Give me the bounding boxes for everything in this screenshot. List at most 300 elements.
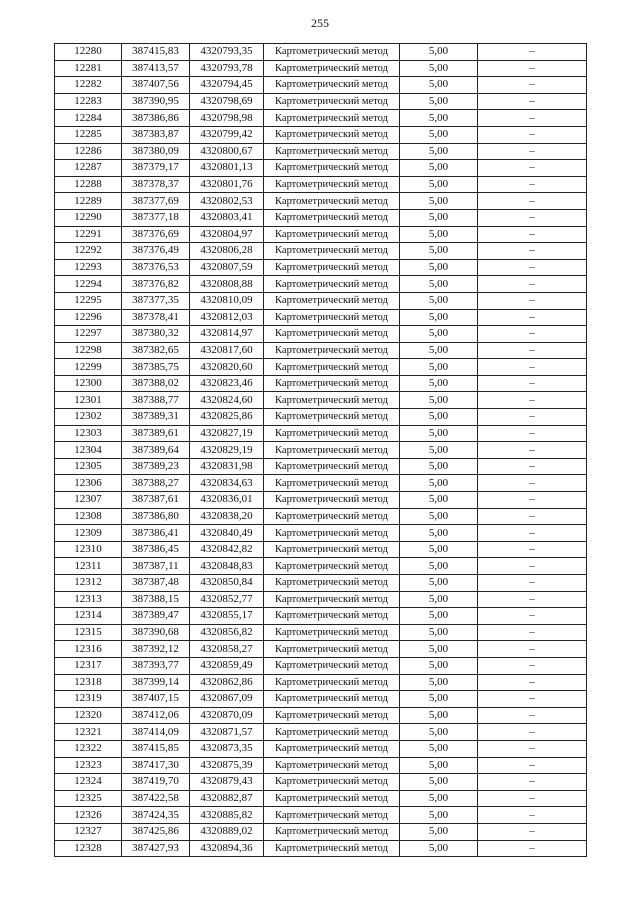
x-coordinate-cell: 387386,45 xyxy=(122,541,190,558)
description-cell: – xyxy=(478,707,587,724)
accuracy-cell: 5,00 xyxy=(400,657,478,674)
y-coordinate-cell: 4320885,82 xyxy=(190,807,264,824)
table-row xyxy=(55,807,587,824)
x-coordinate-cell: 387425,86 xyxy=(122,823,190,840)
point-number-cell: 12316 xyxy=(55,641,122,658)
description-cell: – xyxy=(478,226,587,243)
description-cell: – xyxy=(478,790,587,807)
description-cell: – xyxy=(478,624,587,641)
description-cell: – xyxy=(478,93,587,110)
table-row xyxy=(55,541,587,558)
accuracy-cell: 5,00 xyxy=(400,110,478,127)
accuracy-cell: 5,00 xyxy=(400,508,478,525)
x-coordinate-cell: 387388,77 xyxy=(122,392,190,409)
y-coordinate-cell: 4320834,63 xyxy=(190,475,264,492)
method-cell: Картометрический метод xyxy=(264,641,400,658)
table-row xyxy=(55,226,587,243)
accuracy-cell: 5,00 xyxy=(400,823,478,840)
accuracy-cell: 5,00 xyxy=(400,209,478,226)
page-number: 255 xyxy=(311,16,329,30)
x-coordinate-cell: 387392,12 xyxy=(122,641,190,658)
table-row xyxy=(55,608,587,625)
y-coordinate-cell: 4320824,60 xyxy=(190,392,264,409)
table-row xyxy=(55,525,587,542)
accuracy-cell: 5,00 xyxy=(400,93,478,110)
method-cell: Картометрический метод xyxy=(264,525,400,542)
point-number-cell: 12327 xyxy=(55,823,122,840)
y-coordinate-cell: 4320803,41 xyxy=(190,209,264,226)
x-coordinate-cell: 387376,82 xyxy=(122,276,190,293)
method-cell: Картометрический метод xyxy=(264,707,400,724)
y-coordinate-cell: 4320802,53 xyxy=(190,193,264,210)
x-coordinate-cell: 387390,95 xyxy=(122,93,190,110)
accuracy-cell: 5,00 xyxy=(400,774,478,791)
y-coordinate-cell: 4320889,02 xyxy=(190,823,264,840)
x-coordinate-cell: 387380,09 xyxy=(122,143,190,160)
description-cell: – xyxy=(478,243,587,260)
accuracy-cell: 5,00 xyxy=(400,425,478,442)
description-cell: – xyxy=(478,409,587,426)
x-coordinate-cell: 387424,35 xyxy=(122,807,190,824)
table-row xyxy=(55,691,587,708)
x-coordinate-cell: 387387,11 xyxy=(122,558,190,575)
accuracy-cell: 5,00 xyxy=(400,541,478,558)
y-coordinate-cell: 4320882,87 xyxy=(190,790,264,807)
description-cell: – xyxy=(478,326,587,343)
x-coordinate-cell: 387386,41 xyxy=(122,525,190,542)
table-row xyxy=(55,657,587,674)
accuracy-cell: 5,00 xyxy=(400,475,478,492)
method-cell: Картометрический метод xyxy=(264,591,400,608)
x-coordinate-cell: 387378,37 xyxy=(122,176,190,193)
y-coordinate-cell: 4320801,13 xyxy=(190,160,264,177)
accuracy-cell: 5,00 xyxy=(400,624,478,641)
accuracy-cell: 5,00 xyxy=(400,757,478,774)
y-coordinate-cell: 4320825,86 xyxy=(190,409,264,426)
table-row xyxy=(55,209,587,226)
x-coordinate-cell: 387385,75 xyxy=(122,359,190,376)
description-cell: – xyxy=(478,143,587,160)
accuracy-cell: 5,00 xyxy=(400,691,478,708)
method-cell: Картометрический метод xyxy=(264,259,400,276)
table-row xyxy=(55,425,587,442)
table-row xyxy=(55,707,587,724)
method-cell: Картометрический метод xyxy=(264,60,400,77)
method-cell: Картометрический метод xyxy=(264,508,400,525)
y-coordinate-cell: 4320817,60 xyxy=(190,342,264,359)
x-coordinate-cell: 387388,27 xyxy=(122,475,190,492)
accuracy-cell: 5,00 xyxy=(400,525,478,542)
description-cell: – xyxy=(478,160,587,177)
description-cell: – xyxy=(478,259,587,276)
y-coordinate-cell: 4320870,09 xyxy=(190,707,264,724)
description-cell: – xyxy=(478,591,587,608)
accuracy-cell: 5,00 xyxy=(400,176,478,193)
description-cell: – xyxy=(478,641,587,658)
y-coordinate-cell: 4320842,82 xyxy=(190,541,264,558)
accuracy-cell: 5,00 xyxy=(400,276,478,293)
table-row xyxy=(55,508,587,525)
point-number-cell: 12301 xyxy=(55,392,122,409)
point-number-cell: 12298 xyxy=(55,342,122,359)
point-number-cell: 12308 xyxy=(55,508,122,525)
method-cell: Картометрический метод xyxy=(264,757,400,774)
method-cell: Картометрический метод xyxy=(264,309,400,326)
point-number-cell: 12282 xyxy=(55,77,122,94)
point-number-cell: 12293 xyxy=(55,259,122,276)
method-cell: Картометрический метод xyxy=(264,93,400,110)
method-cell: Картометрический метод xyxy=(264,342,400,359)
method-cell: Картометрический метод xyxy=(264,110,400,127)
accuracy-cell: 5,00 xyxy=(400,840,478,857)
accuracy-cell: 5,00 xyxy=(400,77,478,94)
description-cell: – xyxy=(478,740,587,757)
x-coordinate-cell: 387388,02 xyxy=(122,375,190,392)
table-row xyxy=(55,326,587,343)
x-coordinate-cell: 387387,61 xyxy=(122,492,190,509)
point-number-cell: 12285 xyxy=(55,126,122,143)
point-number-cell: 12320 xyxy=(55,707,122,724)
description-cell: – xyxy=(478,458,587,475)
x-coordinate-cell: 387388,15 xyxy=(122,591,190,608)
description-cell: – xyxy=(478,359,587,376)
table-row xyxy=(55,77,587,94)
accuracy-cell: 5,00 xyxy=(400,740,478,757)
accuracy-cell: 5,00 xyxy=(400,608,478,625)
table-row xyxy=(55,176,587,193)
point-number-cell: 12326 xyxy=(55,807,122,824)
accuracy-cell: 5,00 xyxy=(400,326,478,343)
method-cell: Картометрический метод xyxy=(264,160,400,177)
accuracy-cell: 5,00 xyxy=(400,160,478,177)
description-cell: – xyxy=(478,840,587,857)
accuracy-cell: 5,00 xyxy=(400,790,478,807)
table-row xyxy=(55,624,587,641)
method-cell: Картометрический метод xyxy=(264,541,400,558)
y-coordinate-cell: 4320875,39 xyxy=(190,757,264,774)
x-coordinate-cell: 387376,69 xyxy=(122,226,190,243)
description-cell: – xyxy=(478,508,587,525)
method-cell: Картометрический метод xyxy=(264,774,400,791)
table-row xyxy=(55,492,587,509)
y-coordinate-cell: 4320829,19 xyxy=(190,442,264,459)
y-coordinate-cell: 4320894,36 xyxy=(190,840,264,857)
point-number-cell: 12286 xyxy=(55,143,122,160)
description-cell: – xyxy=(478,209,587,226)
y-coordinate-cell: 4320871,57 xyxy=(190,724,264,741)
y-coordinate-cell: 4320814,97 xyxy=(190,326,264,343)
y-coordinate-cell: 4320798,69 xyxy=(190,93,264,110)
point-number-cell: 12322 xyxy=(55,740,122,757)
description-cell: – xyxy=(478,492,587,509)
method-cell: Картометрический метод xyxy=(264,326,400,343)
method-cell: Картометрический метод xyxy=(264,807,400,824)
description-cell: – xyxy=(478,375,587,392)
y-coordinate-cell: 4320859,49 xyxy=(190,657,264,674)
table-row xyxy=(55,442,587,459)
y-coordinate-cell: 4320838,20 xyxy=(190,508,264,525)
description-cell: – xyxy=(478,724,587,741)
x-coordinate-cell: 387378,41 xyxy=(122,309,190,326)
point-number-cell: 12290 xyxy=(55,209,122,226)
point-number-cell: 12318 xyxy=(55,674,122,691)
y-coordinate-cell: 4320793,78 xyxy=(190,60,264,77)
table-row xyxy=(55,591,587,608)
x-coordinate-cell: 387389,61 xyxy=(122,425,190,442)
y-coordinate-cell: 4320808,88 xyxy=(190,276,264,293)
table-row xyxy=(55,276,587,293)
method-cell: Картометрический метод xyxy=(264,176,400,193)
x-coordinate-cell: 387412,06 xyxy=(122,707,190,724)
description-cell: – xyxy=(478,392,587,409)
accuracy-cell: 5,00 xyxy=(400,707,478,724)
method-cell: Картометрический метод xyxy=(264,425,400,442)
table-row xyxy=(55,160,587,177)
table-row xyxy=(55,774,587,791)
point-number-cell: 12311 xyxy=(55,558,122,575)
table-row xyxy=(55,44,587,61)
y-coordinate-cell: 4320804,97 xyxy=(190,226,264,243)
coordinates-table xyxy=(54,43,587,857)
table-row xyxy=(55,126,587,143)
table-row xyxy=(55,823,587,840)
point-number-cell: 12314 xyxy=(55,608,122,625)
method-cell: Картометрический метод xyxy=(264,740,400,757)
accuracy-cell: 5,00 xyxy=(400,309,478,326)
point-number-cell: 12295 xyxy=(55,292,122,309)
y-coordinate-cell: 4320879,43 xyxy=(190,774,264,791)
accuracy-cell: 5,00 xyxy=(400,575,478,592)
table-row xyxy=(55,409,587,426)
x-coordinate-cell: 387380,32 xyxy=(122,326,190,343)
table-row xyxy=(55,475,587,492)
point-number-cell: 12310 xyxy=(55,541,122,558)
point-number-cell: 12283 xyxy=(55,93,122,110)
point-number-cell: 12291 xyxy=(55,226,122,243)
method-cell: Картометрический метод xyxy=(264,359,400,376)
description-cell: – xyxy=(478,525,587,542)
method-cell: Картометрический метод xyxy=(264,442,400,459)
table-row xyxy=(55,292,587,309)
point-number-cell: 12317 xyxy=(55,657,122,674)
x-coordinate-cell: 387389,31 xyxy=(122,409,190,426)
y-coordinate-cell: 4320867,09 xyxy=(190,691,264,708)
x-coordinate-cell: 387407,56 xyxy=(122,77,190,94)
accuracy-cell: 5,00 xyxy=(400,674,478,691)
y-coordinate-cell: 4320820,60 xyxy=(190,359,264,376)
x-coordinate-cell: 387389,64 xyxy=(122,442,190,459)
description-cell: – xyxy=(478,558,587,575)
x-coordinate-cell: 387377,35 xyxy=(122,292,190,309)
x-coordinate-cell: 387393,77 xyxy=(122,657,190,674)
description-cell: – xyxy=(478,425,587,442)
method-cell: Картометрический метод xyxy=(264,840,400,857)
y-coordinate-cell: 4320812,03 xyxy=(190,309,264,326)
y-coordinate-cell: 4320831,98 xyxy=(190,458,264,475)
x-coordinate-cell: 387427,93 xyxy=(122,840,190,857)
description-cell: – xyxy=(478,774,587,791)
method-cell: Картометрический метод xyxy=(264,475,400,492)
point-number-cell: 12306 xyxy=(55,475,122,492)
y-coordinate-cell: 4320810,09 xyxy=(190,292,264,309)
table-row xyxy=(55,724,587,741)
method-cell: Картометрический метод xyxy=(264,724,400,741)
x-coordinate-cell: 387415,83 xyxy=(122,44,190,61)
table-row xyxy=(55,243,587,260)
description-cell: – xyxy=(478,823,587,840)
method-cell: Картометрический метод xyxy=(264,276,400,293)
point-number-cell: 12302 xyxy=(55,409,122,426)
y-coordinate-cell: 4320823,46 xyxy=(190,375,264,392)
accuracy-cell: 5,00 xyxy=(400,641,478,658)
description-cell: – xyxy=(478,691,587,708)
accuracy-cell: 5,00 xyxy=(400,807,478,824)
point-number-cell: 12299 xyxy=(55,359,122,376)
point-number-cell: 12304 xyxy=(55,442,122,459)
description-cell: – xyxy=(478,60,587,77)
y-coordinate-cell: 4320855,17 xyxy=(190,608,264,625)
point-number-cell: 12294 xyxy=(55,276,122,293)
x-coordinate-cell: 387419,70 xyxy=(122,774,190,791)
table-row xyxy=(55,93,587,110)
x-coordinate-cell: 387422,58 xyxy=(122,790,190,807)
y-coordinate-cell: 4320858,27 xyxy=(190,641,264,658)
method-cell: Картометрический метод xyxy=(264,558,400,575)
accuracy-cell: 5,00 xyxy=(400,392,478,409)
x-coordinate-cell: 387386,86 xyxy=(122,110,190,127)
point-number-cell: 12297 xyxy=(55,326,122,343)
point-number-cell: 12284 xyxy=(55,110,122,127)
accuracy-cell: 5,00 xyxy=(400,375,478,392)
y-coordinate-cell: 4320798,98 xyxy=(190,110,264,127)
x-coordinate-cell: 387399,14 xyxy=(122,674,190,691)
point-number-cell: 12300 xyxy=(55,375,122,392)
method-cell: Картометрический метод xyxy=(264,292,400,309)
table-row xyxy=(55,641,587,658)
table-row xyxy=(55,143,587,160)
accuracy-cell: 5,00 xyxy=(400,143,478,160)
table-row xyxy=(55,259,587,276)
point-number-cell: 12288 xyxy=(55,176,122,193)
point-number-cell: 12281 xyxy=(55,60,122,77)
point-number-cell: 12296 xyxy=(55,309,122,326)
point-number-cell: 12325 xyxy=(55,790,122,807)
description-cell: – xyxy=(478,475,587,492)
table-body xyxy=(55,44,587,857)
point-number-cell: 12319 xyxy=(55,691,122,708)
method-cell: Картометрический метод xyxy=(264,143,400,160)
method-cell: Картометрический метод xyxy=(264,823,400,840)
method-cell: Картометрический метод xyxy=(264,492,400,509)
x-coordinate-cell: 387417,30 xyxy=(122,757,190,774)
description-cell: – xyxy=(478,110,587,127)
point-number-cell: 12307 xyxy=(55,492,122,509)
y-coordinate-cell: 4320836,01 xyxy=(190,492,264,509)
method-cell: Картометрический метод xyxy=(264,575,400,592)
point-number-cell: 12324 xyxy=(55,774,122,791)
description-cell: – xyxy=(478,807,587,824)
x-coordinate-cell: 387377,18 xyxy=(122,209,190,226)
accuracy-cell: 5,00 xyxy=(400,359,478,376)
description-cell: – xyxy=(478,575,587,592)
y-coordinate-cell: 4320794,45 xyxy=(190,77,264,94)
description-cell: – xyxy=(478,608,587,625)
table-row xyxy=(55,193,587,210)
accuracy-cell: 5,00 xyxy=(400,193,478,210)
point-number-cell: 12328 xyxy=(55,840,122,857)
method-cell: Картометрический метод xyxy=(264,458,400,475)
y-coordinate-cell: 4320873,35 xyxy=(190,740,264,757)
point-number-cell: 12315 xyxy=(55,624,122,641)
table-row xyxy=(55,575,587,592)
accuracy-cell: 5,00 xyxy=(400,259,478,276)
accuracy-cell: 5,00 xyxy=(400,226,478,243)
accuracy-cell: 5,00 xyxy=(400,60,478,77)
point-number-cell: 12305 xyxy=(55,458,122,475)
accuracy-cell: 5,00 xyxy=(400,243,478,260)
accuracy-cell: 5,00 xyxy=(400,409,478,426)
table-row xyxy=(55,674,587,691)
method-cell: Картометрический метод xyxy=(264,790,400,807)
y-coordinate-cell: 4320800,67 xyxy=(190,143,264,160)
x-coordinate-cell: 387379,17 xyxy=(122,160,190,177)
y-coordinate-cell: 4320807,59 xyxy=(190,259,264,276)
y-coordinate-cell: 4320840,49 xyxy=(190,525,264,542)
table-row xyxy=(55,740,587,757)
y-coordinate-cell: 4320799,42 xyxy=(190,126,264,143)
description-cell: – xyxy=(478,193,587,210)
method-cell: Картометрический метод xyxy=(264,126,400,143)
description-cell: – xyxy=(478,77,587,94)
accuracy-cell: 5,00 xyxy=(400,44,478,61)
x-coordinate-cell: 387389,23 xyxy=(122,458,190,475)
description-cell: – xyxy=(478,342,587,359)
description-cell: – xyxy=(478,44,587,61)
table-row xyxy=(55,757,587,774)
method-cell: Картометрический метод xyxy=(264,77,400,94)
x-coordinate-cell: 387377,69 xyxy=(122,193,190,210)
method-cell: Картометрический метод xyxy=(264,193,400,210)
y-coordinate-cell: 4320801,76 xyxy=(190,176,264,193)
table-row xyxy=(55,342,587,359)
x-coordinate-cell: 387414,09 xyxy=(122,724,190,741)
method-cell: Картометрический метод xyxy=(264,608,400,625)
y-coordinate-cell: 4320856,82 xyxy=(190,624,264,641)
method-cell: Картометрический метод xyxy=(264,209,400,226)
method-cell: Картометрический метод xyxy=(264,409,400,426)
description-cell: – xyxy=(478,276,587,293)
method-cell: Картометрический метод xyxy=(264,691,400,708)
description-cell: – xyxy=(478,442,587,459)
table-row xyxy=(55,790,587,807)
method-cell: Картометрический метод xyxy=(264,44,400,61)
point-number-cell: 12280 xyxy=(55,44,122,61)
description-cell: – xyxy=(478,657,587,674)
accuracy-cell: 5,00 xyxy=(400,558,478,575)
x-coordinate-cell: 387390,68 xyxy=(122,624,190,641)
x-coordinate-cell: 387413,57 xyxy=(122,60,190,77)
method-cell: Картометрический метод xyxy=(264,674,400,691)
point-number-cell: 12309 xyxy=(55,525,122,542)
x-coordinate-cell: 387383,87 xyxy=(122,126,190,143)
description-cell: – xyxy=(478,541,587,558)
method-cell: Картометрический метод xyxy=(264,657,400,674)
accuracy-cell: 5,00 xyxy=(400,442,478,459)
point-number-cell: 12321 xyxy=(55,724,122,741)
y-coordinate-cell: 4320806,28 xyxy=(190,243,264,260)
description-cell: – xyxy=(478,292,587,309)
point-number-cell: 12323 xyxy=(55,757,122,774)
